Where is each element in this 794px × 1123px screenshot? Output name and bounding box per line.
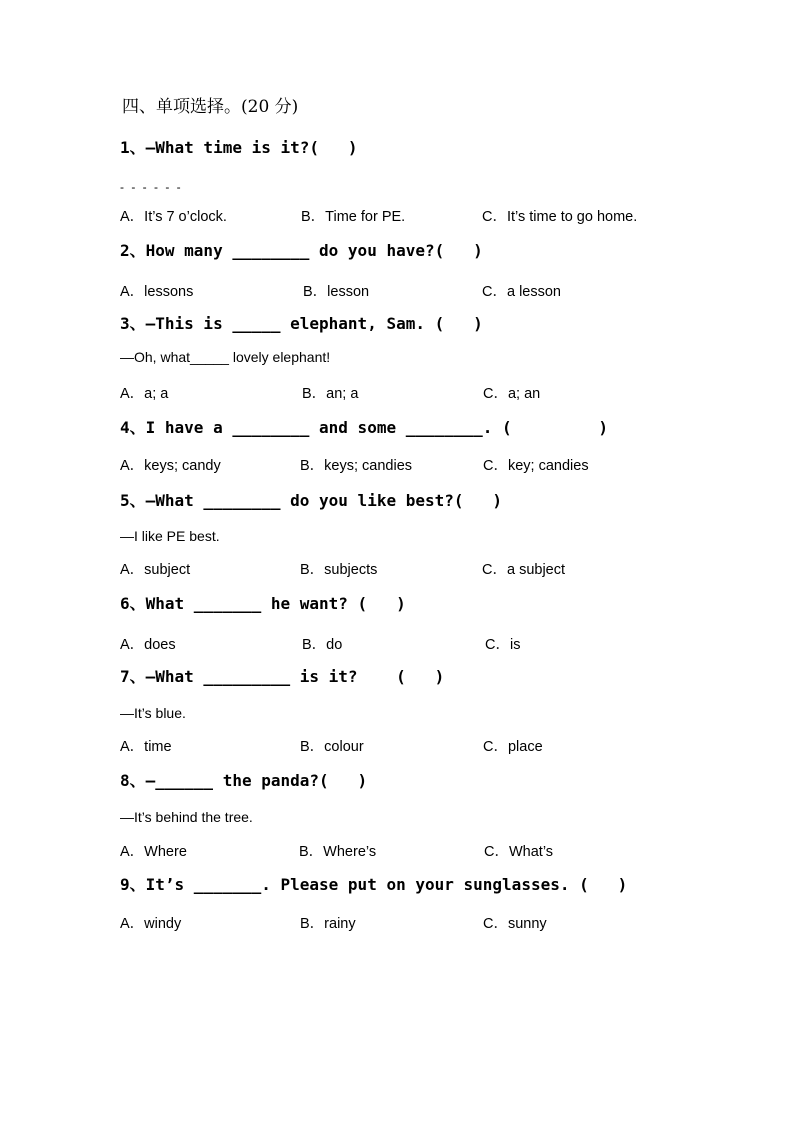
question-5-option-b[interactable]: B．subjects: [300, 562, 378, 578]
question-5-option-a[interactable]: A．subject: [120, 562, 191, 578]
question-3-option-a[interactable]: A．a; a: [120, 386, 169, 402]
question-8-stem: 8、—______ the panda?( ): [120, 771, 368, 790]
question-9-option-a[interactable]: A．windy: [120, 916, 182, 932]
question-8-option-a[interactable]: A．Where: [120, 844, 187, 860]
question-7-option-c[interactable]: C．place: [483, 739, 543, 755]
question-6-option-c[interactable]: C．is: [485, 637, 521, 653]
question-4-stem: 4、I have a ________ and some ________. ( ): [120, 418, 609, 437]
question-4-option-c[interactable]: C．key; candies: [483, 458, 589, 474]
question-2-option-b[interactable]: B．lesson: [303, 284, 370, 300]
question-6-stem: 6、What _______ he want? ( ): [120, 594, 406, 613]
question-6-option-b[interactable]: B．do: [302, 637, 343, 653]
question-9-option-b[interactable]: B．rainy: [300, 916, 356, 932]
question-7-option-a[interactable]: A．time: [120, 739, 172, 755]
question-6-option-a[interactable]: A．does: [120, 637, 176, 653]
section-title: 四、单项选择。(20 分): [122, 97, 299, 117]
question-1-option-b[interactable]: B．Time for PE.: [301, 209, 406, 225]
question-2-stem: 2、How many ________ do you have?( ): [120, 241, 483, 260]
question-4-option-a[interactable]: A．keys; candy: [120, 458, 221, 474]
question-7-reply: —It’s blue.: [120, 705, 186, 721]
question-1-stem: 1、—What time is it?( ): [120, 138, 358, 157]
question-7-stem: 7、—What _________ is it? ( ): [120, 667, 445, 686]
question-7-option-b[interactable]: B．colour: [300, 739, 364, 755]
question-8-option-c[interactable]: C．What’s: [484, 844, 554, 860]
question-4-option-b[interactable]: B．keys; candies: [300, 458, 413, 474]
question-5-reply: —I like PE best.: [120, 528, 220, 544]
question-2-option-c[interactable]: C．a lesson: [482, 284, 561, 300]
question-1-dashes: - - - - - -: [120, 180, 183, 194]
question-3-option-c[interactable]: C．a; an: [483, 386, 541, 402]
question-9-option-c[interactable]: C．sunny: [483, 916, 547, 932]
question-5-stem: 5、—What ________ do you like best?( ): [120, 491, 503, 510]
question-3-option-b[interactable]: B．an; a: [302, 386, 359, 402]
question-9-stem: 9、It’s _______. Please put on your sunglasses. ( ): [120, 875, 628, 894]
question-3-reply: —Oh, what_____ lovely elephant!: [120, 349, 331, 365]
question-3-stem: 3、—This is _____ elephant, Sam. ( ): [120, 314, 483, 333]
question-1-option-c[interactable]: C．It’s time to go home.: [482, 209, 638, 225]
question-5-option-c[interactable]: C．a subject: [482, 562, 566, 578]
question-1-option-a[interactable]: A．It’s 7 o’clock.: [120, 209, 227, 225]
question-8-reply: —It’s behind the tree.: [120, 809, 253, 825]
question-2-option-a[interactable]: A．lessons: [120, 284, 194, 300]
question-8-option-b[interactable]: B．Where’s: [299, 844, 377, 860]
